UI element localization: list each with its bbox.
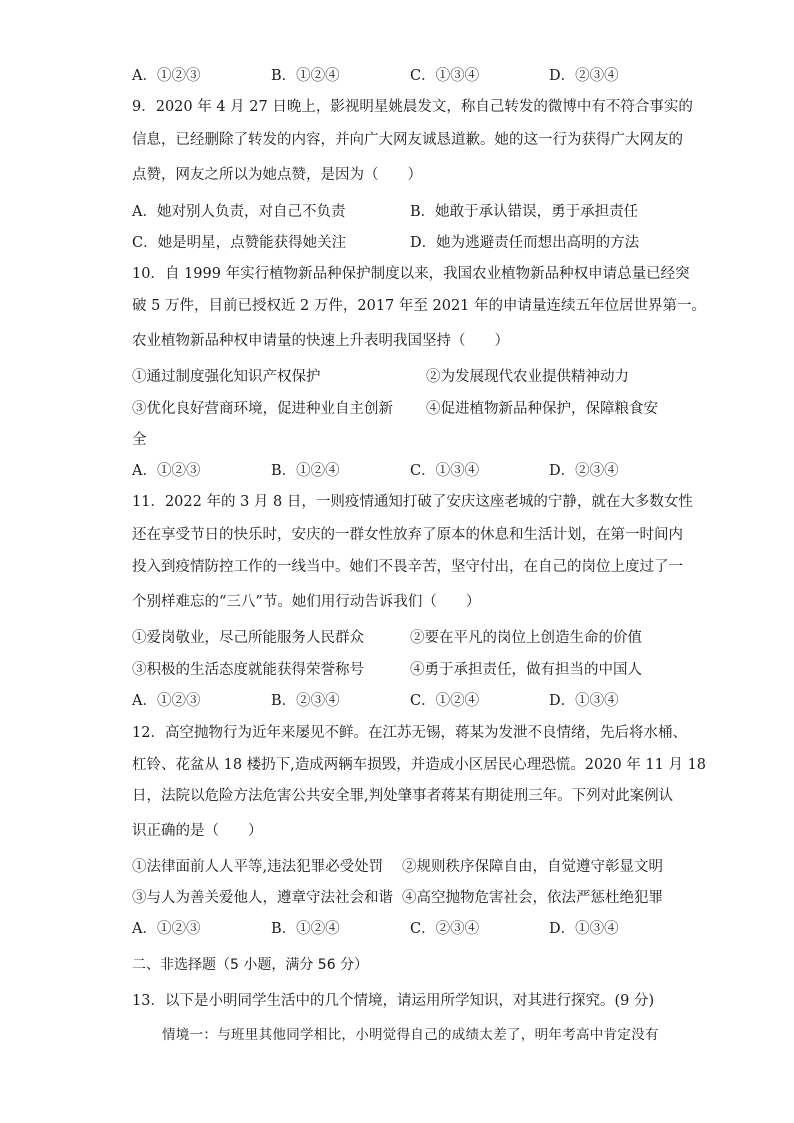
q10-item-4: ④促进植物新品种保护，保障粮食安 xyxy=(426,401,658,417)
q10-items-row-1 xyxy=(132,367,672,387)
q12-item-2: ②规则秩序保障自由，自觉遵守彰显文明 xyxy=(402,859,663,875)
q9-option-d: D．她为逃避责任而想出高明的方法 xyxy=(410,235,640,251)
q10-stem-line-1: 10．自 1999 年实行植物新品种保护制度以来，我国农业植物新品种权申请总量已经突 xyxy=(132,266,690,282)
q9-options-row-1 xyxy=(132,202,672,222)
q8-option-b: B．①②④ xyxy=(271,68,340,84)
q9-options-row-2 xyxy=(132,233,672,253)
q12-items-row-1 xyxy=(132,857,672,877)
q8-option-a: A．①②③ xyxy=(132,68,201,84)
q11-item-2: ②要在平凡的岗位上创造生命的价值 xyxy=(410,630,642,646)
q12-stem-line-1: 12．高空抛物行为近年来屡见不鲜。在江苏无锡，蒋某为发泄不良情绪，先后将水桶、 xyxy=(132,725,687,741)
q12-stem-line-2: 杠铃、花盆从 18 楼扔下,造成两辆车损毁，并造成小区居民心理恐慌。2020 年 11 月 18 xyxy=(132,757,707,773)
q11-option-a: A．①②③ xyxy=(132,693,201,709)
q12-option-a: A．①②③ xyxy=(132,921,201,937)
q10-stem-line-3: 农业植物新品种权申请量的快速上升表明我国坚持（ ） xyxy=(132,333,509,349)
q10-item-3: ③优化良好营商环境，促进种业自主创新 xyxy=(132,401,393,417)
q11-items-row-2 xyxy=(132,660,672,680)
q10-item-2: ②为发展现代农业提供精神动力 xyxy=(426,369,629,385)
q8-option-d: D．②③④ xyxy=(549,68,619,84)
q11-stem-line-2: 还在享受节日的快乐时，安庆的一群女性放弃了原本的休息和生活计划，在第一时间内 xyxy=(132,527,683,543)
q11-option-d: D．①③④ xyxy=(549,693,619,709)
q11-item-3: ③积极的生活态度就能获得荣誉称号 xyxy=(132,662,364,678)
q11-stem-line-3: 投入到疫情防控工作的一线当中。她们不畏辛苦，坚守付出，在自己的岗位上度过了一 xyxy=(132,559,683,575)
q12-stem-line-4: 识正确的是（ ） xyxy=(132,823,263,839)
q9-stem-line-1: 9．2020 年 4 月 27 日晚上，影视明星姚晨发文，称自己转发的微博中有不符合事实的 xyxy=(132,99,693,115)
q12-option-d: D．①③④ xyxy=(549,921,619,937)
q13-scenario-1: 情境一：与班里其他同学相比，小明觉得自己的成绩太差了，明年考高中肯定没有 xyxy=(162,1027,659,1043)
q11-item-1: ①爱岗敬业，尽己所能服务人民群众 xyxy=(132,630,364,646)
q10-item-4-continuation: 全 xyxy=(132,432,147,448)
q10-option-b: B．①②④ xyxy=(271,463,340,479)
q9-stem-line-3: 点赞，网友之所以为她点赞，是因为（ ） xyxy=(132,167,422,183)
q11-stem-line-4: 个别样难忘的“三八”节。她们用行动告诉我们（ ） xyxy=(132,594,481,610)
q10-stem-line-2: 破 5 万件，目前已授权近 2 万件，2017 年至 2021 年的申请量连续五年位居世界第一。 xyxy=(132,298,707,314)
q11-items-row-1 xyxy=(132,628,672,648)
q12-item-4: ④高空抛物危害社会，依法严惩杜绝犯罪 xyxy=(402,890,663,906)
section-heading: 二、非选择题（5 小题，满分 56 分） xyxy=(132,957,369,973)
q13-stem: 13．以下是小明同学生活中的几个情境，请运用所学知识，对其进行探究。(9 分) xyxy=(132,993,655,1009)
q10-option-a: A．①②③ xyxy=(132,463,201,479)
q9-option-a: A．她对别人负责，对自己不负责 xyxy=(132,204,346,220)
q10-options xyxy=(132,461,652,481)
q9-option-b: B．她敢于承认错误，勇于承担责任 xyxy=(410,204,639,220)
q11-option-c: C．①②④ xyxy=(410,693,480,709)
q12-items-row-2 xyxy=(132,888,672,908)
q10-item-1: ①通过制度强化知识产权保护 xyxy=(132,369,321,385)
q12-item-1: ①法律面前人人平等,违法犯罪必受处罚 xyxy=(132,859,384,875)
q12-option-b: B．①②④ xyxy=(271,921,340,937)
q9-option-c: C．她是明星，点赞能获得她关注 xyxy=(132,235,347,251)
q12-option-c: C．②③④ xyxy=(410,921,480,937)
q11-item-4: ④勇于承担责任，做有担当的中国人 xyxy=(410,662,642,678)
q11-option-b: B．②③④ xyxy=(271,693,340,709)
q10-option-c: C．①③④ xyxy=(410,463,480,479)
q9-stem-line-2: 信息，已经删除了转发的内容，并向广大网友诚恳道歉。她的这一行为获得广大网友的 xyxy=(132,132,683,148)
q12-options xyxy=(132,919,652,939)
q10-items-row-2 xyxy=(132,399,672,419)
q11-options xyxy=(132,691,652,711)
q12-stem-line-3: 日，法院以危险方法危害公共安全罪,判处肇事者蒋某有期徒刑三年。下列对此案例认 xyxy=(132,788,674,804)
q8-options xyxy=(132,66,652,86)
q8-option-c: C．①③④ xyxy=(410,68,480,84)
q11-stem-line-1: 11．2022 年的 3 月 8 日，一则疫情通知打破了安庆这座老城的宁静，就在大多数女性 xyxy=(132,494,693,510)
q10-option-d: D．②③④ xyxy=(549,463,619,479)
q12-item-3: ③与人为善关爱他人，遵章守法社会和谐 xyxy=(132,890,393,906)
